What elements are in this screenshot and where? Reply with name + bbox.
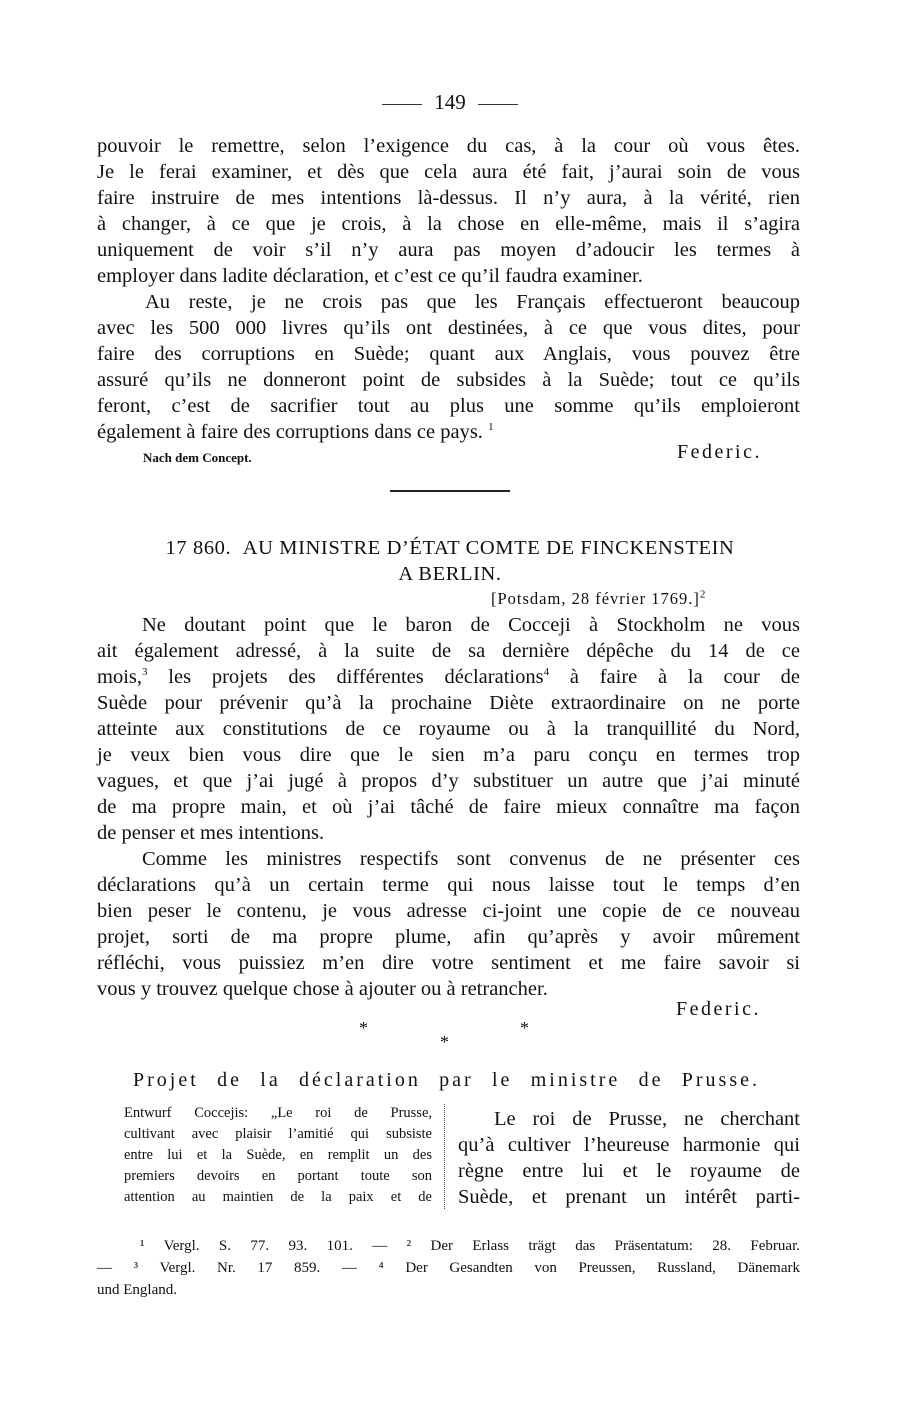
section-divider: [390, 490, 510, 492]
text-line: de penser et mes intentions.: [97, 822, 325, 844]
signature: Federic.: [677, 441, 762, 463]
asterism-star: *: [520, 1018, 529, 1038]
text-line: Au reste, je ne crois pas que les Français effectueront beaucoup: [145, 291, 800, 313]
page-number: [0, 90, 900, 115]
footnote-marker: 3: [142, 666, 148, 679]
text-line: Je le ferai examiner, et dès que cela aura été fait, j’aurai soin de vous: [97, 161, 800, 183]
footnote-marker: 4: [543, 666, 550, 679]
dateline-text: [Potsdam, 28 février 1769.]: [491, 589, 700, 608]
text-segment: à faire à la cour de: [569, 666, 800, 688]
page-number-dash-left: [382, 104, 422, 105]
text-line: de ma propre main, et où j’ai tâché de faire mieux connaître ma façon: [97, 796, 800, 818]
text-line: réfléchi, vous puissiez m’en dire votre sentiment et me faire savoir si: [97, 952, 800, 974]
footnote-line: und England.: [97, 1282, 177, 1298]
footnote-marker: 1: [488, 421, 494, 434]
dateline: [491, 589, 706, 609]
text-segment: mois,: [97, 666, 142, 688]
text-line: Ne doutant point que le baron de Cocceji à Stockholm ne vous: [142, 614, 800, 636]
letter-heading-line-2: A BERLIN.: [398, 563, 502, 585]
asterism-star: *: [440, 1032, 449, 1052]
draft-line: cultivant avec plaisir l’amitié qui subsiste: [124, 1126, 432, 1142]
text-line: Suède pour prévenir qu’à la prochaine Diète extraordinaire on ne porte: [97, 692, 800, 714]
footnote-line: ¹ Vergl. S. 77. 93. 101. — ² Der Erlass trägt das Präsentatum: 28. Februar.: [140, 1238, 800, 1254]
project-title: Projet de la déclaration par le ministre de Prusse.: [133, 1069, 760, 1091]
text-line-with-notes: [97, 664, 800, 690]
text-line: avec les 500 000 livres qu’ils ont destinées, à ce que vous dites, pour: [97, 317, 800, 339]
text-line: ait également adressé, à la suite de sa dernière dépêche du 14 de ce: [97, 640, 800, 662]
final-line: Suède, et prenant un intérêt parti-: [458, 1186, 800, 1208]
text-line: je veux bien vous dire que le sien m’a paru conçu en termes trop: [97, 744, 800, 766]
text-line: à changer, à ce que je crois, à la chose en elle-même, mais il s’agira: [97, 213, 800, 235]
draft-line: attention au maintien de la paix et de: [124, 1189, 432, 1205]
letter-number: 17 860.: [165, 537, 232, 559]
final-line: règne entre lui et le royaume de: [458, 1160, 800, 1182]
text-line: Comme les ministres respectifs sont convenus de ne présenter ces: [142, 848, 800, 870]
text-line: vous y trouvez quelque chose à ajouter ou à retrancher.: [97, 978, 548, 1000]
asterism-star: *: [359, 1018, 368, 1038]
text-line: projet, sorti de ma propre plume, afin qu’après y avoir mûrement: [97, 926, 800, 948]
page-number-text: 149: [434, 90, 466, 114]
letter-addressee: AU MINISTRE D’ÉTAT COMTE DE FINCKENSTEIN: [242, 537, 735, 559]
draft-line: Entwurf Coccejis: „Le roi de Prusse,: [124, 1105, 432, 1121]
final-line: qu’à cultiver l’heureuse harmonie qui: [458, 1134, 800, 1156]
text-line: déclarations qu’à un certain terme qui nous laisse tout le temps d’en: [97, 874, 800, 896]
text-segment: les projets des différentes déclarations: [168, 666, 544, 688]
text-line: bien peser le contenu, je vous adresse ci-joint une copie de ce nouveau: [97, 900, 800, 922]
text-line: faire des corruptions en Suède; quant aux Anglais, vous pouvez être: [97, 343, 800, 365]
source-note: Nach dem Concept.: [143, 450, 252, 465]
letter-heading: [0, 537, 900, 560]
text-line: vagues, et que j’ai jugé à propos d’y substituer un autre que j’ai minuté: [97, 770, 800, 792]
final-line: Le roi de Prusse, ne cherchant: [494, 1108, 800, 1130]
text-line: uniquement de voir s’il n’y aura pas moyen d’adoucir les termes à: [97, 239, 800, 261]
text-line: assuré qu’ils ne donneront point de subsides à la Suède; tout ce qu’ils: [97, 369, 800, 391]
draft-line: entre lui et la Suède, en remplit un des: [124, 1147, 432, 1163]
text-line: faire instruire de mes intentions là-dessus. Il n’y aura, à la vérité, rien: [97, 187, 800, 209]
draft-line: premiers devoirs en portant toute son: [124, 1168, 432, 1184]
text-line: pouvoir le remettre, selon l’exigence du cas, à la cour où vous êtes.: [97, 135, 800, 157]
column-divider: [444, 1104, 445, 1209]
text-line: feront, c’est de sacrifier tout au plus une somme qu’ils emploieront: [97, 395, 800, 417]
text-line: employer dans ladite déclaration, et c’est ce qu’il faudra examiner.: [97, 265, 643, 287]
page-number-dash-right: [478, 104, 518, 105]
footnote-marker: 2: [699, 588, 707, 601]
text-line: également à faire des corruptions dans ce pays.: [97, 421, 483, 443]
footnote-line: — ³ Vergl. Nr. 17 859. — ⁴ Der Gesandten von Preussen, Russland, Dänemark: [97, 1260, 800, 1276]
text-line: atteinte aux constitutions de ce royaume ou à la tranquillité du Nord,: [97, 718, 800, 740]
signature: Federic.: [676, 998, 761, 1020]
